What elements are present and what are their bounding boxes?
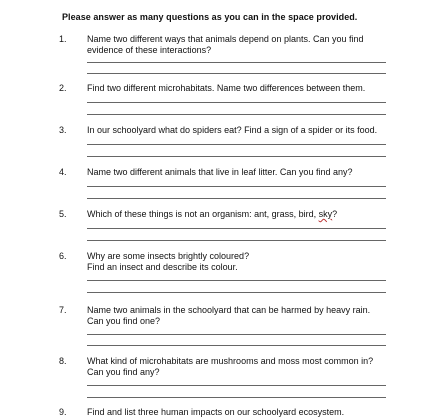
question-number: 2. <box>59 83 67 93</box>
question-number: 3. <box>59 125 67 135</box>
answer-line[interactable] <box>87 114 386 115</box>
question-text <box>87 83 365 94</box>
question-text <box>87 209 337 220</box>
question-text <box>87 407 344 418</box>
question-number: 4. <box>59 167 67 177</box>
question-number: 5. <box>59 209 67 219</box>
question-number: 8. <box>59 356 67 366</box>
question-line: In our schoolyard what do spiders eat? Find a sign of a spider or its food. <box>87 125 378 135</box>
answer-line[interactable] <box>87 334 386 335</box>
answer-line[interactable] <box>87 102 386 103</box>
answer-line[interactable] <box>87 228 386 229</box>
question-line: Find an insect and describe its colour. <box>87 262 238 272</box>
question-number: 7. <box>59 305 67 315</box>
answer-line[interactable] <box>87 62 386 63</box>
answer-line[interactable] <box>87 240 386 241</box>
question-text <box>87 356 373 378</box>
question-line: Find and list three human impacts on our schoolyard ecosystem. <box>87 407 345 417</box>
answer-line[interactable] <box>87 292 386 293</box>
question-text <box>87 167 352 178</box>
question-line: Find two different microhabitats. Name two differences between them. <box>87 83 366 93</box>
spellcheck-underlined-word: sky <box>318 209 333 219</box>
answer-line[interactable] <box>87 156 386 157</box>
question-text-part: ? <box>332 209 338 219</box>
question-line: Can you find any? <box>87 367 160 377</box>
question-line: Why are some insects brightly coloured? <box>87 251 250 261</box>
answer-line[interactable] <box>87 345 386 346</box>
question-text <box>87 34 364 56</box>
answer-line[interactable] <box>87 385 386 386</box>
question-line: Can you find one? <box>87 316 161 326</box>
answer-line[interactable] <box>87 73 386 74</box>
worksheet-instruction: Please answer as many questions as you can in the space provided. <box>62 12 358 22</box>
question-line: Name two different ways that animals depend on plants. Can you find <box>87 34 364 44</box>
answer-line[interactable] <box>87 198 386 199</box>
question-line: What kind of microhabitats are mushrooms and moss most common in? <box>87 356 374 366</box>
question-number: 6. <box>59 251 67 261</box>
answer-line[interactable] <box>87 144 386 145</box>
answer-line[interactable] <box>87 186 386 187</box>
question-line: Name two different animals that live in leaf litter. Can you find any? <box>87 167 353 177</box>
question-text <box>87 251 249 273</box>
answer-line[interactable] <box>87 280 386 281</box>
question-line: Name two animals in the schoolyard that can be harmed by heavy rain. <box>87 305 371 315</box>
question-text <box>87 305 370 327</box>
question-number: 9. <box>59 407 67 417</box>
answer-line[interactable] <box>87 397 386 398</box>
question-text <box>87 125 377 136</box>
question-line: evidence of these interactions? <box>87 45 212 55</box>
question-text-part: Which of these things is not an organism: ant, grass, bird, <box>87 209 319 219</box>
question-number: 1. <box>59 34 67 44</box>
